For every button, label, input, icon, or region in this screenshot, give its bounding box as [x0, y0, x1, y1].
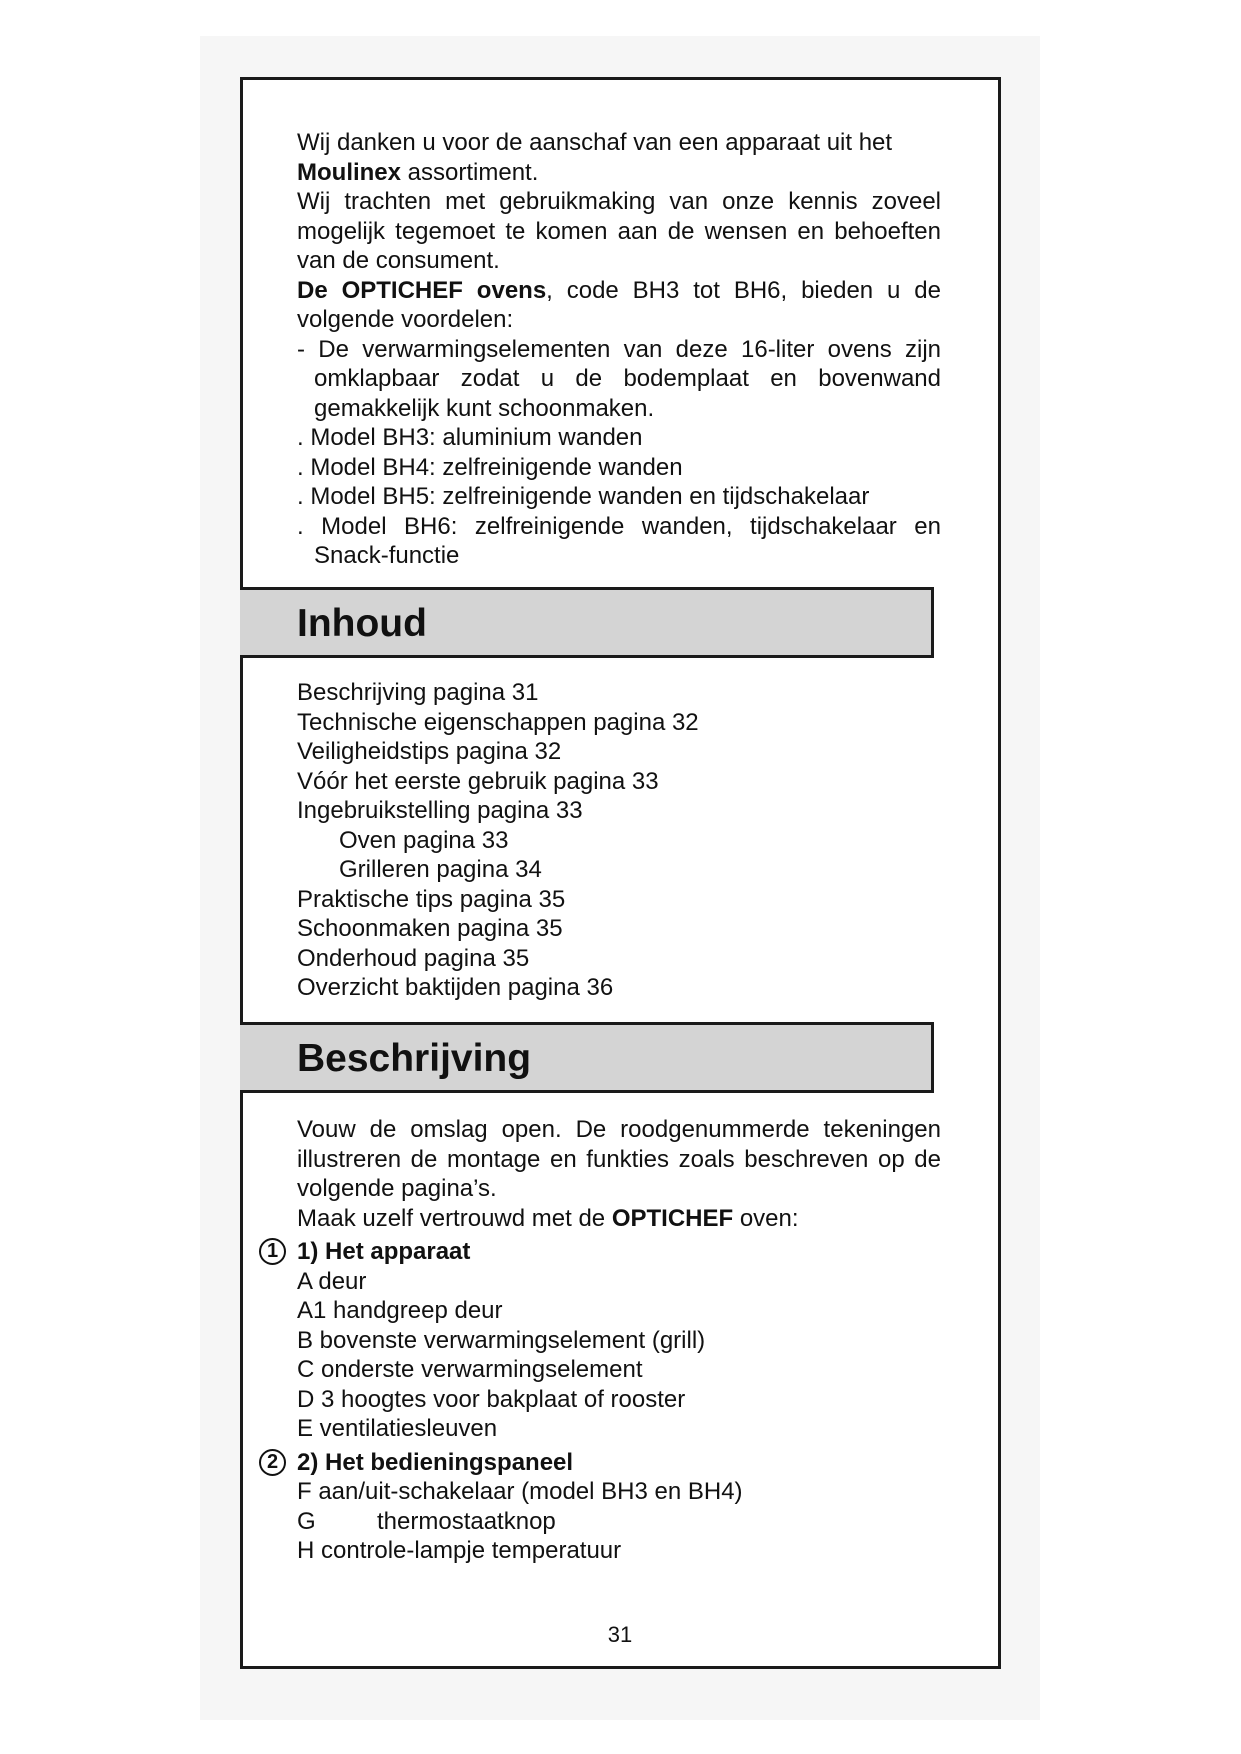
number-1-circle-icon: 1 — [259, 1238, 286, 1265]
toc-heading-bar — [240, 587, 934, 658]
intro-paragraph-1: Wij danken u voor de aanschaf van een apparaat uit het Moulinex assortiment. — [297, 129, 893, 186]
toc-item: Vóór het eerste gebruik pagina 33 — [297, 767, 659, 795]
toc-item: Ingebruikstelling pagina 33 — [297, 797, 583, 824]
toc-item: Veiligheidstips pagina 32 — [297, 738, 562, 765]
toc-subitem: Grilleren pagina 34 — [339, 856, 542, 883]
toc-title: Inhoud — [297, 602, 427, 645]
part-item: C onderste verwarmingselement — [297, 1356, 643, 1383]
description-paragraph-1: Vouw de omslag open. De roodgenummerde tekeningen illustreren de montage en funkties zoals beschreven op de volgende pagina’s. — [297, 1116, 941, 1202]
description-heading-bar — [240, 1022, 934, 1093]
toc-subitem: Oven pagina 33 — [339, 826, 509, 854]
part-item: D 3 hoogtes voor bakplaat of rooster — [297, 1385, 686, 1413]
table-of-contents — [297, 678, 941, 1003]
brand-name: Moulinex — [297, 158, 402, 186]
feature-dash-item: - De verwarmingselementen van deze 16-liter ovens zijn omklapbaar zodat u de bodemplaat en bovenwand gemakkelijk kunt schoonmaken. — [297, 335, 941, 422]
model-item: . Model BH4: zelfreinigende wanden — [297, 453, 683, 481]
section-heading-appliance: 1 1) Het apparaat — [297, 1237, 941, 1267]
toc-item: Beschrijving pagina 31 — [297, 679, 539, 706]
part-item: E ventilatiesleuven — [297, 1415, 498, 1442]
part-item: B bovenste verwarmingselement (grill) — [297, 1326, 706, 1354]
model-item: . Model BH3: aluminium wanden — [297, 424, 643, 451]
part-item: G thermostaatknop — [297, 1507, 556, 1535]
intro-paragraph-2: Wij trachten met gebruikmaking van onze kennis zoveel mogelijk tegemoet te komen aan de wensen en behoeften van de consument. — [297, 188, 941, 274]
product-name: De OPTICHEF ovens — [297, 276, 547, 304]
part-item: F aan/uit-schakelaar (model BH3 en BH4) — [297, 1478, 743, 1505]
toc-item: Overzicht baktijden pagina 36 — [297, 974, 614, 1001]
model-item: . Model BH5: zelfreinigende wanden en tijdschakelaar — [297, 483, 870, 510]
number-2-circle-icon: 2 — [259, 1449, 286, 1476]
part-item: H controle-lampje temperatuur — [297, 1537, 622, 1564]
description-title: Beschrijving — [297, 1037, 532, 1080]
page-number: 31 — [607, 1622, 633, 1647]
toc-item: Onderhoud pagina 35 — [297, 944, 530, 972]
intro-section — [297, 128, 941, 571]
section-heading-control-panel: 2 2) Het bedieningspaneel — [297, 1448, 941, 1478]
toc-item: Technische eigenschappen pagina 32 — [297, 708, 699, 736]
part-item: A1 handgreep deur — [297, 1297, 503, 1324]
part-item: A deur — [297, 1267, 367, 1295]
toc-item: Praktische tips pagina 35 — [297, 885, 566, 913]
toc-item: Schoonmaken pagina 35 — [297, 915, 563, 942]
model-item: . Model BH6: zelfreinigende wanden, tijdschakelaar en Snack-functie — [297, 512, 941, 569]
description-section — [266, 1115, 941, 1566]
intro-paragraph-3: De OPTICHEF ovens, code BH3 tot BH6, bieden u de volgende voordelen: — [297, 276, 941, 333]
description-paragraph-2: Maak uzelf vertrouwd met de OPTICHEF oven: — [297, 1204, 799, 1232]
